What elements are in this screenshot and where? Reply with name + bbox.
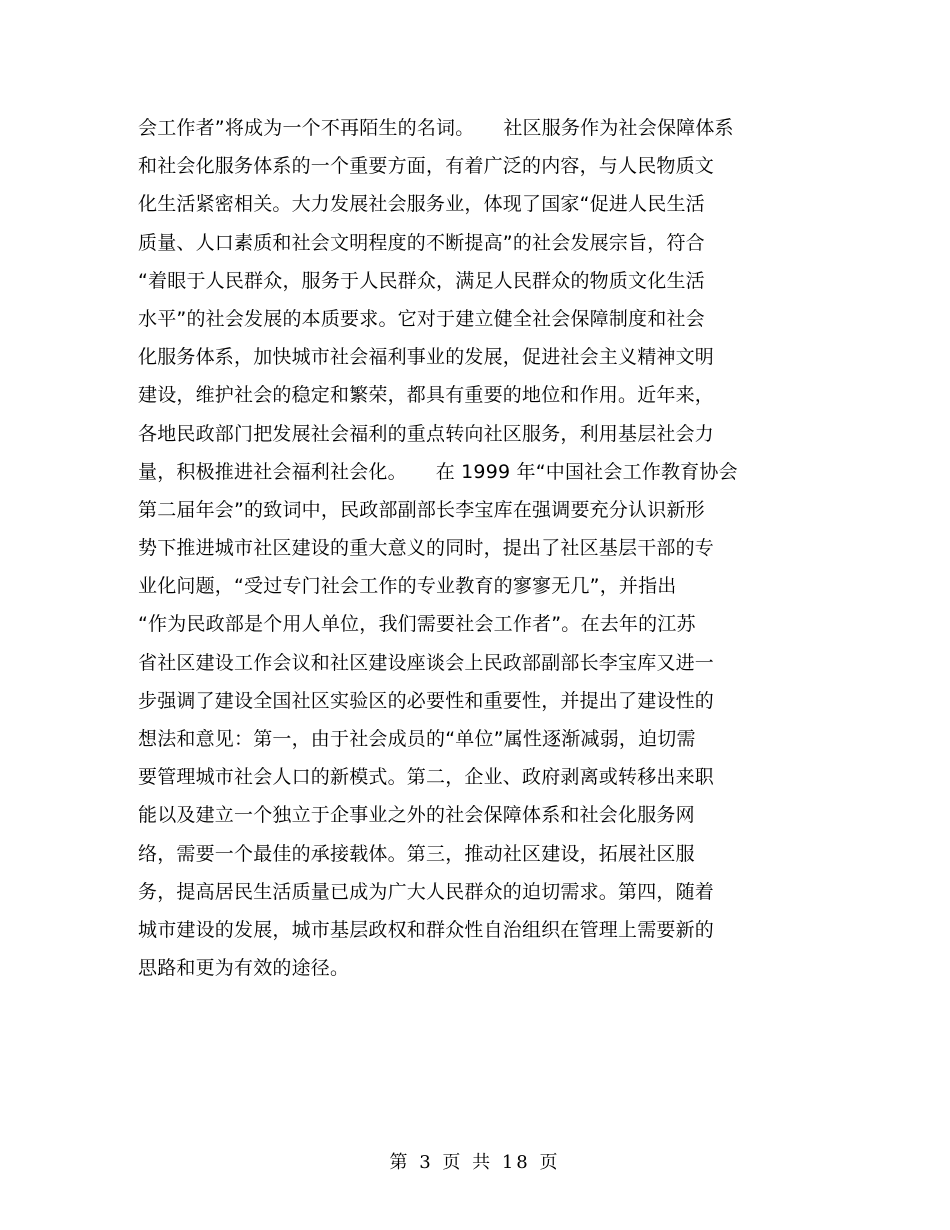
text-line: 步强调了建设全国社区实验区的必要性和重要性，并提出了建设性的	[138, 689, 715, 712]
text-line: “着眼于人民群众，服务于人民群众，满足人民群众的物质文化生活	[138, 269, 705, 292]
text-line: 城市建设的发展，城市基层政权和群众性自治组织在管理上需要新的	[138, 918, 715, 941]
text-line: 要管理城市社会人口的新模式。第二，企业、政府剥离或转移出来职	[138, 766, 715, 789]
text-line: 会工作者”将成为一个不再陌生的名词。 社区服务作为社会保障体系	[138, 117, 734, 139]
text-line: 思路和更为有效的途径。	[138, 957, 350, 980]
text-line: 水平”的社会发展的本质要求。它对于建立健全社会保障制度和社会	[138, 307, 705, 330]
body-text	[138, 109, 818, 987]
text-line: 省社区建设工作会议和社区建设座谈会上民政部副部长李宝库又进一	[138, 651, 715, 674]
page-number-footer: 第 3 页 共 18 页	[389, 1152, 561, 1173]
text-line: 量，积极推进社会福利社会化。 在 1999 年“中国社会工作教育协会	[138, 460, 738, 483]
text-line: 和社会化服务体系的一个重要方面，有着广泛的内容，与人民物质文	[138, 155, 715, 178]
text-line: 业化问题，“受过专门社会工作的专业教育的寥寥无几”，并指出	[138, 575, 677, 598]
text-line: 化服务体系，加快城市社会福利事业的发展，促进社会主义精神文明	[138, 346, 715, 369]
text-line: 络，需要一个最佳的承接载体。第三，推动社区建设，拓展社区服	[138, 842, 695, 865]
text-line: “作为民政部是个用人单位，我们需要社会工作者”。在去年的江苏	[138, 613, 696, 636]
text-line: 化生活紧密相关。大力发展社会服务业，体现了国家“促进人民生活	[138, 193, 705, 216]
text-line: 质量、人口素质和社会文明程度的不断提高”的社会发展宗旨，符合	[138, 231, 705, 254]
text-line: 务，提高居民生活质量已成为广大人民群众的迫切需求。第四，随着	[138, 880, 715, 903]
text-line: 各地民政部门把发展社会福利的重点转向社区服务，利用基层社会力	[138, 422, 715, 445]
text-line: 建设，维护社会的稳定和繁荣，都具有重要的地位和作用。近年来，	[138, 384, 715, 407]
text-line: 第二届年会”的致词中，民政部副部长李宝库在强调要充分认识新形	[138, 498, 705, 521]
text-line: 能以及建立一个独立于企事业之外的社会保障体系和社会化服务网	[138, 804, 695, 827]
text-line: 想法和意见：第一，由于社会成员的“单位”属性逐渐减弱，迫切需	[138, 728, 696, 750]
text-line: 势下推进城市社区建设的重大意义的同时，提出了社区基层干部的专	[138, 537, 715, 560]
